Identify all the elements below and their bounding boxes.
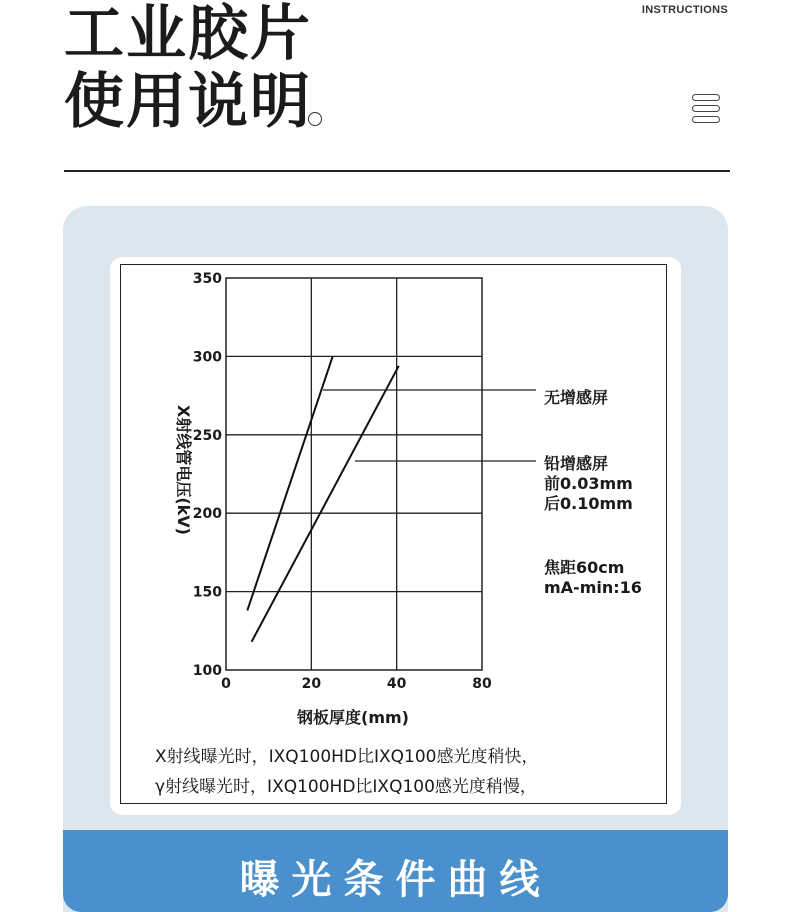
- page-title-line2: 使用说明: [64, 67, 312, 137]
- x-tick-label: 40: [386, 676, 407, 692]
- y-tick-label: 150: [192, 584, 222, 601]
- note-xray: X射线曝光时，IXQ100HD比IXQ100感光度稍快，: [155, 747, 539, 767]
- annotation-front: 前0.03mm: [544, 474, 633, 493]
- annotation-lead-screen: 铅增感屏: [544, 454, 609, 473]
- series-line-no-screen: [247, 356, 332, 610]
- y-tick-label: 350: [192, 271, 222, 287]
- x-tick-label: 20: [301, 676, 322, 692]
- y-tick-label: 200: [192, 506, 222, 523]
- annotation-back: 后0.10mm: [544, 494, 633, 513]
- instructions-label: INSTRUCTIONS: [641, 4, 728, 16]
- y-tick-label: 300: [192, 349, 222, 366]
- x-axis-label: 钢板厚度(mm): [297, 708, 409, 727]
- banner: [63, 830, 728, 912]
- banner-title: 曝光条件曲线: [239, 857, 552, 903]
- annotation-focal: 焦距60cm: [544, 558, 625, 577]
- y-axis-label: X射线管电压(kV): [174, 405, 193, 535]
- y-tick-label: 100: [192, 663, 222, 679]
- annotation-no-screen: 无增感屏: [544, 388, 609, 407]
- y-tick-label: 250: [192, 427, 222, 444]
- note-gamma: γ射线曝光时，IXQ100HD比IXQ100感光度稍慢，: [155, 777, 537, 797]
- x-tick-label: 0: [221, 676, 231, 692]
- x-tick-label: 80: [472, 676, 492, 692]
- annotation-mamin: mA-min:16: [544, 578, 642, 597]
- page-title-line1: 工业胶片: [64, 0, 312, 69]
- chart-series: [247, 356, 398, 641]
- series-line-lead-screen: [252, 366, 399, 642]
- chart-grid: [226, 278, 482, 670]
- chart-ticks: [193, 271, 492, 692]
- plot-frame: [226, 278, 482, 670]
